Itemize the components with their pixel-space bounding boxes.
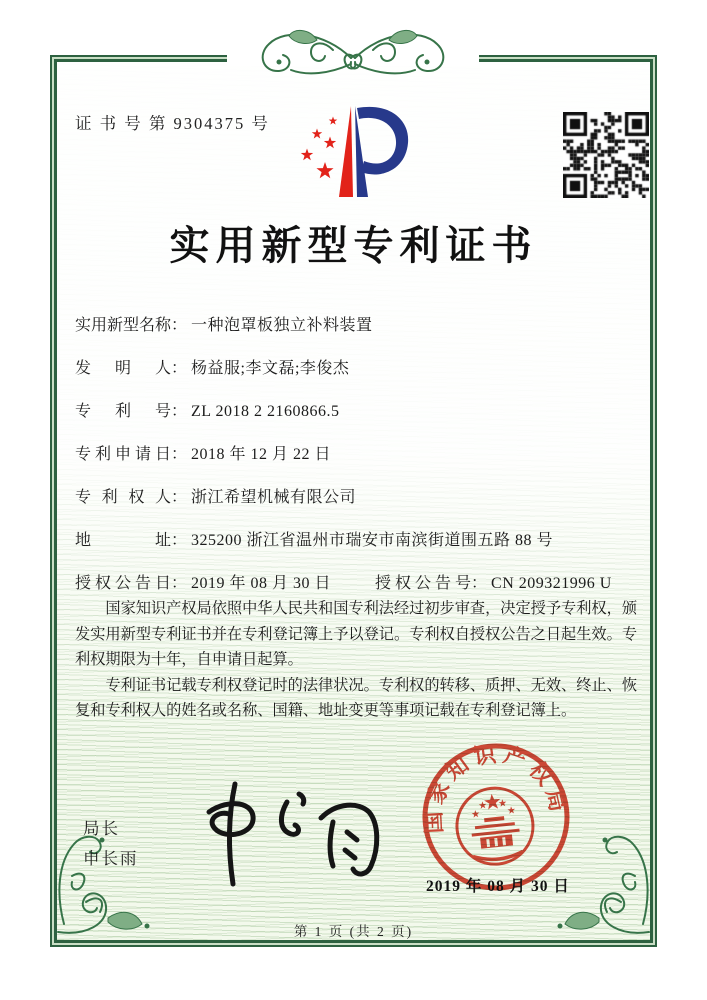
body-paragraph-2: 专利证书记载专利权登记时的法律状况。专利权的转移、质押、无效、终止、恢复和专利权人的姓名或名称、国籍、地址变更等事项记载在专利登记簿上。	[75, 676, 637, 719]
field-label: 专利权人	[75, 489, 171, 506]
field-label: 专利申请日	[75, 446, 171, 463]
field-value: ZL 2018 2 2160866.5	[191, 403, 340, 420]
page-footer: 第 1 页 (共 2 页)	[293, 924, 414, 939]
field-colon: ：	[171, 532, 188, 549]
field-row-patent-no	[75, 398, 635, 418]
field-colon: ：	[171, 446, 188, 463]
certificate-number: 证 书 号 第 9304375 号	[75, 114, 270, 133]
qr-code	[563, 112, 649, 198]
field-colon: ：	[171, 317, 188, 334]
field-row-inventors	[75, 355, 635, 375]
field-value: 一种泡罩板独立补料装置	[191, 317, 373, 334]
logo-stars	[301, 117, 337, 179]
grant-date-label: 授权公告日	[75, 575, 171, 592]
field-value: 2018 年 12 月 22 日	[191, 446, 332, 463]
seal-date: 2019 年 08 月 30 日	[426, 878, 570, 895]
field-label: 实用新型名称	[75, 317, 172, 334]
field-colon: ：	[171, 403, 188, 420]
national-emblem	[453, 784, 537, 868]
grant-no-value: CN 209321996 U	[491, 575, 612, 592]
signer-block	[83, 814, 139, 874]
top-flourish-ornament	[213, 14, 493, 94]
grant-no-label: 授权公告号	[375, 575, 471, 592]
grant-date-value: 2019 年 08 月 30 日	[191, 575, 332, 592]
director-name: 申长雨	[83, 849, 139, 868]
field-value: 浙江希望机械有限公司	[191, 489, 357, 506]
body-paragraph-1: 国家知识产权局依照中华人民共和国专利法经过初步审查，决定授予专利权，颁发实用新型专利证书并在专利登记簿上予以登记。专利权自授权公告之日起生效。专利权期限为十年，自申请日起算。	[75, 600, 637, 668]
field-row-name	[75, 312, 635, 332]
certificate-body	[54, 59, 653, 943]
certificate-title: 实用新型专利证书	[169, 223, 538, 268]
field-list	[75, 312, 635, 613]
director-title: 局长	[83, 819, 120, 838]
field-value: 杨益服;李文磊;李俊杰	[191, 360, 350, 377]
certificate-frame	[50, 55, 657, 947]
field-label: 发明人	[75, 360, 171, 377]
field-colon: ：	[171, 575, 188, 592]
legal-paragraphs	[75, 596, 637, 724]
field-row-address	[75, 527, 635, 547]
field-row-filing-date	[75, 441, 635, 461]
field-value: 325200 浙江省温州市瑞安市南滨街道围五路 88 号	[191, 532, 554, 549]
field-colon: ：	[171, 360, 188, 377]
seal-circular-text: 国家知识产权局	[420, 740, 573, 835]
field-row-patentee	[75, 484, 635, 504]
field-label: 地址	[75, 532, 171, 549]
field-label: 专利号	[75, 403, 171, 420]
director-signature	[195, 778, 385, 890]
cnipa-logo	[295, 100, 415, 205]
grant-row	[75, 570, 635, 590]
field-colon: ：	[471, 575, 488, 592]
field-colon: ：	[171, 489, 188, 506]
grant-no-group	[375, 570, 612, 593]
